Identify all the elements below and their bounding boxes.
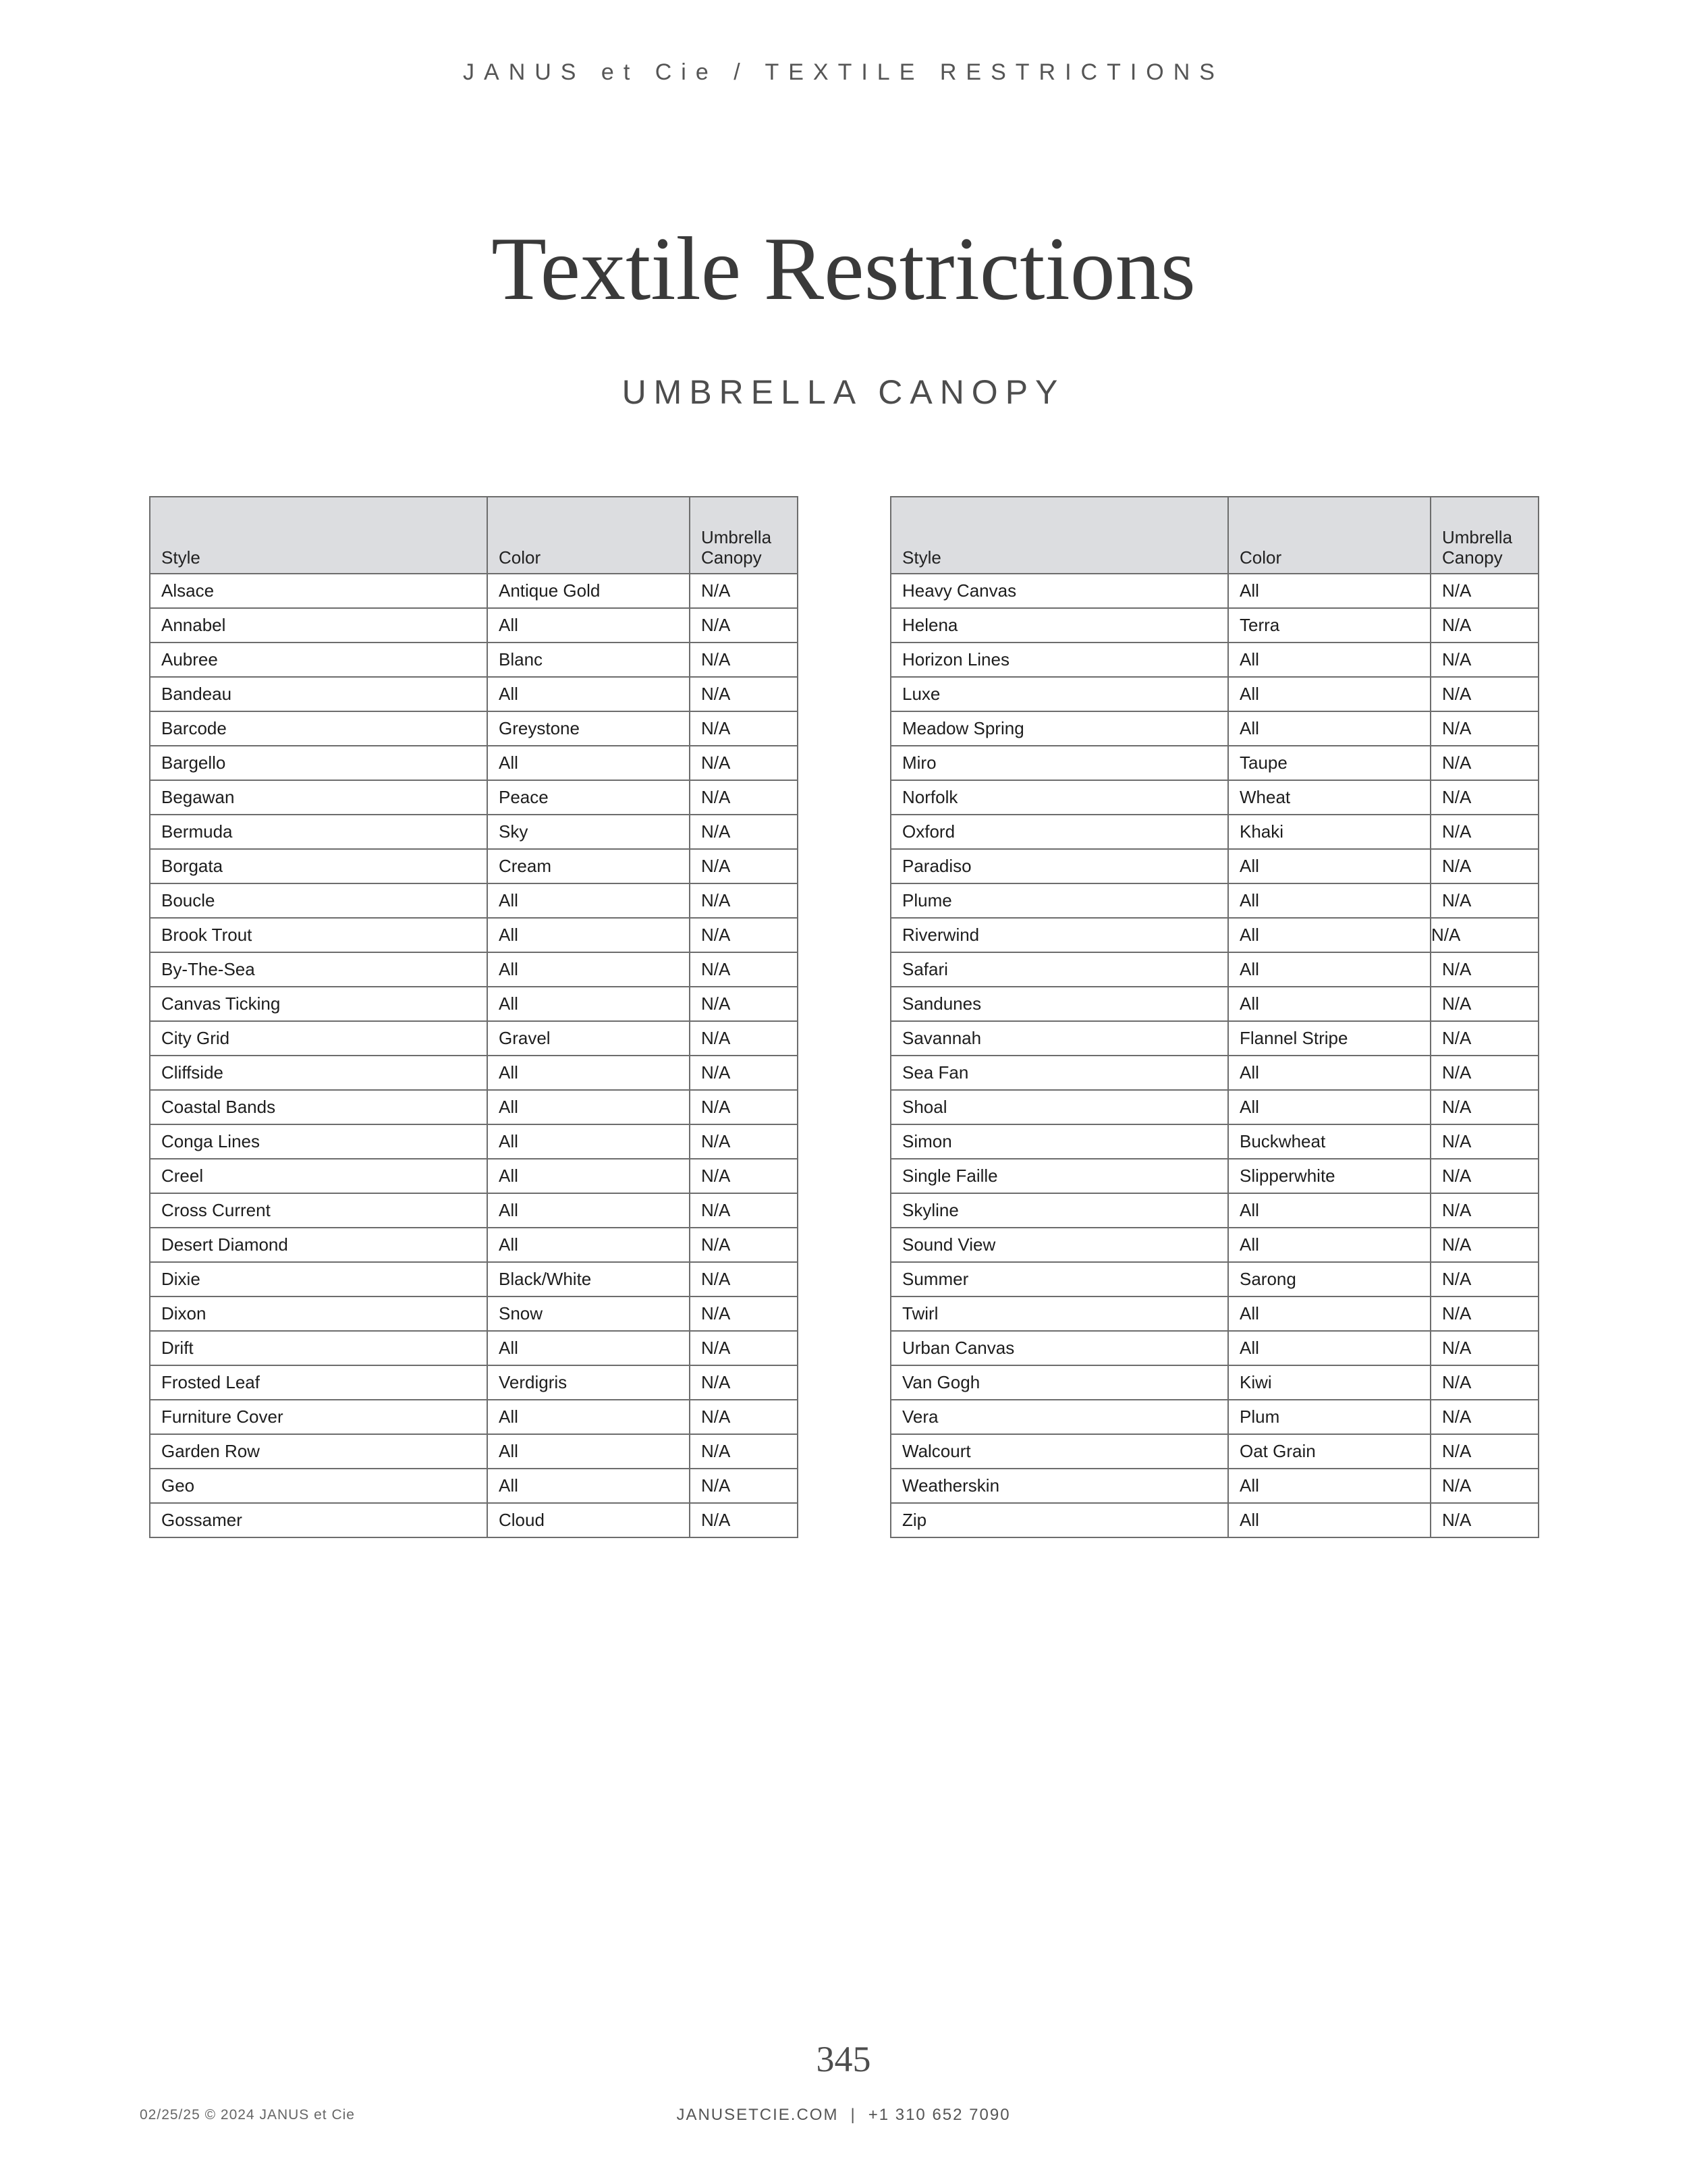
- table-row: [150, 1434, 798, 1469]
- table-row: [891, 1021, 1539, 1056]
- table-row: [150, 746, 798, 780]
- style-cell: Luxe: [891, 677, 1228, 711]
- color-cell: Peace: [487, 780, 690, 815]
- page-subtitle: UMBRELLA CANOPY: [621, 373, 1066, 411]
- table-row: [891, 1056, 1539, 1090]
- footer-date-copyright: 02/25/25 © 2024 JANUS et Cie: [140, 2107, 355, 2123]
- color-cell: All: [487, 608, 690, 643]
- table-row: [891, 987, 1539, 1021]
- page-number: 345: [816, 2039, 871, 2079]
- color-cell: All: [487, 918, 690, 952]
- table-row: [150, 1365, 798, 1400]
- table-row: [891, 711, 1539, 746]
- style-cell: Vera: [891, 1400, 1228, 1434]
- umbrella-canopy-cell: N/A: [690, 1193, 798, 1228]
- table-row: [891, 1090, 1539, 1124]
- table-row: [891, 677, 1539, 711]
- color-cell: All: [487, 1228, 690, 1262]
- style-cell: Urban Canvas: [891, 1331, 1228, 1365]
- umbrella-canopy-cell: N/A: [690, 1434, 798, 1469]
- color-cell: Khaki: [1228, 815, 1431, 849]
- umbrella-canopy-cell: N/A: [1431, 608, 1539, 643]
- umbrella-canopy-cell: N/A: [690, 1228, 798, 1262]
- table-row: [891, 1503, 1539, 1537]
- umbrella-canopy-cell: N/A: [690, 1090, 798, 1124]
- color-cell: All: [487, 677, 690, 711]
- style-cell: Garden Row: [150, 1434, 487, 1469]
- color-cell: Taupe: [1228, 746, 1431, 780]
- style-cell: Sound View: [891, 1228, 1228, 1262]
- style-cell: Simon: [891, 1124, 1228, 1159]
- column-header-canopy-line1: Umbrella: [1442, 527, 1513, 547]
- table-header-row: [150, 497, 798, 574]
- color-cell: Black/White: [487, 1262, 690, 1296]
- table-row: [891, 1400, 1539, 1434]
- umbrella-canopy-cell: N/A: [1431, 1503, 1539, 1537]
- table-row: [150, 849, 798, 883]
- table-row: [891, 1434, 1539, 1469]
- umbrella-canopy-cell: N/A: [690, 1503, 798, 1537]
- style-cell: Cliffside: [150, 1056, 487, 1090]
- umbrella-canopy-cell: N/A: [690, 677, 798, 711]
- table-row: [150, 1228, 798, 1262]
- style-cell: Savannah: [891, 1021, 1228, 1056]
- color-cell: All: [487, 1331, 690, 1365]
- umbrella-canopy-cell: N/A: [690, 746, 798, 780]
- style-cell: Zip: [891, 1503, 1228, 1537]
- table-row: [891, 815, 1539, 849]
- color-cell: All: [1228, 574, 1431, 608]
- style-cell: Creel: [150, 1159, 487, 1193]
- table-row: [150, 574, 798, 608]
- umbrella-canopy-cell: N/A: [1431, 1400, 1539, 1434]
- table-row: [891, 1331, 1539, 1365]
- color-cell: All: [487, 1193, 690, 1228]
- table-row: [150, 987, 798, 1021]
- color-cell: All: [487, 1124, 690, 1159]
- column-header-style: Style: [891, 497, 1228, 574]
- umbrella-canopy-cell: N/A: [1431, 918, 1539, 952]
- umbrella-canopy-cell: N/A: [690, 1365, 798, 1400]
- style-cell: Bermuda: [150, 815, 487, 849]
- style-cell: Meadow Spring: [891, 711, 1228, 746]
- table-row: [150, 1124, 798, 1159]
- column-header-umbrella-canopy: [1431, 497, 1539, 574]
- color-cell: All: [1228, 849, 1431, 883]
- umbrella-canopy-cell: N/A: [1431, 1365, 1539, 1400]
- table-row: [150, 815, 798, 849]
- table-row: [150, 711, 798, 746]
- column-header-color: Color: [487, 497, 690, 574]
- color-cell: All: [1228, 643, 1431, 677]
- umbrella-canopy-cell: N/A: [1431, 815, 1539, 849]
- color-cell: Cream: [487, 849, 690, 883]
- style-cell: Skyline: [891, 1193, 1228, 1228]
- style-cell: Safari: [891, 952, 1228, 987]
- table-row: [891, 1365, 1539, 1400]
- column-header-color: Color: [1228, 497, 1431, 574]
- table-row: [891, 849, 1539, 883]
- footer-separator: |: [850, 2106, 856, 2124]
- umbrella-canopy-cell: N/A: [1431, 1056, 1539, 1090]
- style-cell: By-The-Sea: [150, 952, 487, 987]
- style-cell: Oxford: [891, 815, 1228, 849]
- umbrella-canopy-cell: N/A: [690, 1400, 798, 1434]
- style-cell: Bandeau: [150, 677, 487, 711]
- color-cell: All: [487, 1469, 690, 1503]
- color-cell: All: [1228, 952, 1431, 987]
- umbrella-canopy-cell: N/A: [1431, 1193, 1539, 1228]
- style-cell: Twirl: [891, 1296, 1228, 1331]
- table-row: [891, 608, 1539, 643]
- style-cell: Conga Lines: [150, 1124, 487, 1159]
- umbrella-canopy-cell: N/A: [1431, 1021, 1539, 1056]
- column-header-canopy-line2: Canopy: [1442, 547, 1503, 568]
- style-cell: Coastal Bands: [150, 1090, 487, 1124]
- color-cell: All: [487, 987, 690, 1021]
- table-row: [150, 780, 798, 815]
- umbrella-canopy-cell: N/A: [1431, 1331, 1539, 1365]
- style-cell: Heavy Canvas: [891, 574, 1228, 608]
- style-cell: Sandunes: [891, 987, 1228, 1021]
- table-row: [891, 1193, 1539, 1228]
- color-cell: All: [487, 1434, 690, 1469]
- table-row: [891, 1262, 1539, 1296]
- color-cell: Antique Gold: [487, 574, 690, 608]
- table-row: [891, 780, 1539, 815]
- umbrella-canopy-cell: N/A: [1431, 952, 1539, 987]
- umbrella-canopy-cell: N/A: [1431, 677, 1539, 711]
- color-cell: All: [487, 952, 690, 987]
- style-cell: Horizon Lines: [891, 643, 1228, 677]
- color-cell: Verdigris: [487, 1365, 690, 1400]
- table-row: [150, 883, 798, 918]
- color-cell: Sky: [487, 815, 690, 849]
- column-header-style: Style: [150, 497, 487, 574]
- umbrella-canopy-cell: N/A: [690, 952, 798, 987]
- table-row: [891, 1159, 1539, 1193]
- color-cell: Plum: [1228, 1400, 1431, 1434]
- style-cell: Weatherskin: [891, 1469, 1228, 1503]
- style-cell: Van Gogh: [891, 1365, 1228, 1400]
- umbrella-canopy-cell: N/A: [1431, 883, 1539, 918]
- left-table-body: [150, 574, 798, 1537]
- color-cell: Oat Grain: [1228, 1434, 1431, 1469]
- umbrella-canopy-cell: N/A: [690, 987, 798, 1021]
- style-cell: Shoal: [891, 1090, 1228, 1124]
- table-row: [150, 952, 798, 987]
- style-cell: Begawan: [150, 780, 487, 815]
- umbrella-canopy-cell: N/A: [1431, 849, 1539, 883]
- style-cell: Gossamer: [150, 1503, 487, 1537]
- style-cell: Bargello: [150, 746, 487, 780]
- umbrella-canopy-cell: N/A: [690, 608, 798, 643]
- color-cell: All: [1228, 1090, 1431, 1124]
- table-row: [150, 643, 798, 677]
- color-cell: All: [1228, 918, 1431, 952]
- umbrella-canopy-cell: N/A: [1431, 1434, 1539, 1469]
- color-cell: Gravel: [487, 1021, 690, 1056]
- color-cell: All: [1228, 883, 1431, 918]
- style-cell: Barcode: [150, 711, 487, 746]
- page-title: Textile Restrictions: [491, 219, 1196, 319]
- color-cell: All: [1228, 1056, 1431, 1090]
- umbrella-canopy-cell: N/A: [1431, 1469, 1539, 1503]
- style-cell: Boucle: [150, 883, 487, 918]
- table-row: [891, 952, 1539, 987]
- table-row: [150, 608, 798, 643]
- style-cell: Canvas Ticking: [150, 987, 487, 1021]
- right-restrictions-table: [890, 496, 1539, 1538]
- style-cell: Walcourt: [891, 1434, 1228, 1469]
- umbrella-canopy-cell: N/A: [1431, 1262, 1539, 1296]
- color-cell: Kiwi: [1228, 1365, 1431, 1400]
- color-cell: Slipperwhite: [1228, 1159, 1431, 1193]
- table-row: [150, 1021, 798, 1056]
- color-cell: Terra: [1228, 608, 1431, 643]
- style-cell: Plume: [891, 883, 1228, 918]
- umbrella-canopy-cell: N/A: [690, 1159, 798, 1193]
- column-header-canopy-line1: Umbrella: [701, 527, 772, 547]
- umbrella-canopy-cell: N/A: [1431, 746, 1539, 780]
- table-row: [150, 677, 798, 711]
- table-row: [891, 574, 1539, 608]
- table-header-row: [891, 497, 1539, 574]
- table-row: [891, 746, 1539, 780]
- table-row: [150, 1056, 798, 1090]
- style-cell: Furniture Cover: [150, 1400, 487, 1434]
- umbrella-canopy-cell: N/A: [1431, 574, 1539, 608]
- color-cell: Wheat: [1228, 780, 1431, 815]
- color-cell: All: [1228, 1228, 1431, 1262]
- style-cell: Norfolk: [891, 780, 1228, 815]
- umbrella-canopy-cell: N/A: [690, 1469, 798, 1503]
- color-cell: Buckwheat: [1228, 1124, 1431, 1159]
- table-row: [891, 883, 1539, 918]
- color-cell: All: [1228, 1331, 1431, 1365]
- color-cell: All: [1228, 711, 1431, 746]
- table-row: [150, 1159, 798, 1193]
- umbrella-canopy-cell: N/A: [1431, 711, 1539, 746]
- umbrella-canopy-cell: N/A: [1431, 1124, 1539, 1159]
- umbrella-canopy-cell: N/A: [690, 883, 798, 918]
- table-row: [150, 1090, 798, 1124]
- style-cell: Single Faille: [891, 1159, 1228, 1193]
- umbrella-canopy-cell: N/A: [690, 1296, 798, 1331]
- color-cell: All: [1228, 1296, 1431, 1331]
- umbrella-canopy-cell: N/A: [690, 1056, 798, 1090]
- style-cell: Summer: [891, 1262, 1228, 1296]
- style-cell: Annabel: [150, 608, 487, 643]
- table-row: [150, 1262, 798, 1296]
- umbrella-canopy-cell: N/A: [1431, 643, 1539, 677]
- table-row: [891, 643, 1539, 677]
- style-cell: Drift: [150, 1331, 487, 1365]
- umbrella-canopy-cell: N/A: [690, 780, 798, 815]
- style-cell: Aubree: [150, 643, 487, 677]
- style-cell: City Grid: [150, 1021, 487, 1056]
- umbrella-canopy-cell: N/A: [1431, 1228, 1539, 1262]
- umbrella-canopy-cell: N/A: [690, 711, 798, 746]
- style-cell: Brook Trout: [150, 918, 487, 952]
- color-cell: All: [487, 1159, 690, 1193]
- color-cell: Snow: [487, 1296, 690, 1331]
- table-row: [891, 1469, 1539, 1503]
- umbrella-canopy-cell: N/A: [690, 918, 798, 952]
- running-header: JANUS et Cie / TEXTILE RESTRICTIONS: [463, 59, 1224, 85]
- table-row: [150, 918, 798, 952]
- style-cell: Miro: [891, 746, 1228, 780]
- table-row: [150, 1296, 798, 1331]
- umbrella-canopy-cell: N/A: [1431, 1296, 1539, 1331]
- style-cell: Desert Diamond: [150, 1228, 487, 1262]
- umbrella-canopy-cell: N/A: [1431, 987, 1539, 1021]
- color-cell: Cloud: [487, 1503, 690, 1537]
- umbrella-canopy-cell: N/A: [1431, 1159, 1539, 1193]
- umbrella-canopy-cell: N/A: [690, 1124, 798, 1159]
- umbrella-canopy-cell: N/A: [690, 1262, 798, 1296]
- style-cell: Riverwind: [891, 918, 1228, 952]
- column-header-canopy-line2: Canopy: [701, 547, 762, 568]
- style-cell: Cross Current: [150, 1193, 487, 1228]
- table-row: [150, 1331, 798, 1365]
- style-cell: Alsace: [150, 574, 487, 608]
- umbrella-canopy-cell: N/A: [690, 643, 798, 677]
- color-cell: All: [487, 1400, 690, 1434]
- table-row: [150, 1400, 798, 1434]
- color-cell: All: [487, 746, 690, 780]
- style-cell: Paradiso: [891, 849, 1228, 883]
- footer-website: JANUSETCIE.COM: [676, 2106, 839, 2124]
- umbrella-canopy-cell: N/A: [690, 1021, 798, 1056]
- style-cell: Dixon: [150, 1296, 487, 1331]
- right-table-body: [891, 574, 1539, 1537]
- color-cell: All: [1228, 987, 1431, 1021]
- color-cell: Flannel Stripe: [1228, 1021, 1431, 1056]
- color-cell: Blanc: [487, 643, 690, 677]
- color-cell: All: [487, 883, 690, 918]
- style-cell: Dixie: [150, 1262, 487, 1296]
- color-cell: All: [1228, 1503, 1431, 1537]
- color-cell: All: [1228, 1469, 1431, 1503]
- column-header-umbrella-canopy: [690, 497, 798, 574]
- table-row: [150, 1503, 798, 1537]
- left-restrictions-table: [149, 496, 798, 1538]
- color-cell: All: [487, 1056, 690, 1090]
- table-row: [150, 1469, 798, 1503]
- style-cell: Helena: [891, 608, 1228, 643]
- table-row: [891, 1228, 1539, 1262]
- umbrella-canopy-cell: N/A: [690, 849, 798, 883]
- style-cell: Geo: [150, 1469, 487, 1503]
- color-cell: Sarong: [1228, 1262, 1431, 1296]
- style-cell: Borgata: [150, 849, 487, 883]
- color-cell: All: [487, 1090, 690, 1124]
- umbrella-canopy-cell: N/A: [1431, 1090, 1539, 1124]
- footer-phone: +1 310 652 7090: [868, 2106, 1011, 2124]
- umbrella-canopy-cell: N/A: [690, 815, 798, 849]
- color-cell: All: [1228, 677, 1431, 711]
- umbrella-canopy-cell: N/A: [1431, 780, 1539, 815]
- color-cell: Greystone: [487, 711, 690, 746]
- footer-contact: [0, 2106, 1687, 2125]
- style-cell: Frosted Leaf: [150, 1365, 487, 1400]
- color-cell: All: [1228, 1193, 1431, 1228]
- umbrella-canopy-cell: N/A: [690, 574, 798, 608]
- table-row: [891, 1124, 1539, 1159]
- table-row: [150, 1193, 798, 1228]
- table-row: [891, 918, 1539, 952]
- table-row: [891, 1296, 1539, 1331]
- umbrella-canopy-cell: N/A: [690, 1331, 798, 1365]
- style-cell: Sea Fan: [891, 1056, 1228, 1090]
